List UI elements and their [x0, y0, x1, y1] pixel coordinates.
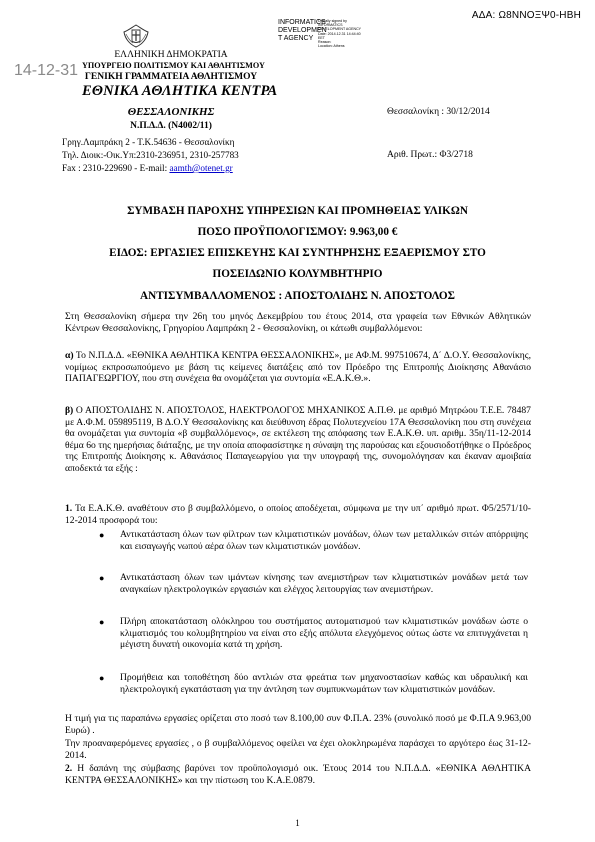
contract-type-line2: ΠΟΣΕΙΔΩΝΙΟ ΚΟΛΥΜΒΗΤΗΡΙΟ — [212, 268, 383, 280]
signature-line: DEVELOPMEN — [278, 27, 327, 35]
header-ministry: ΥΠΟΥΡΓΕΙΟ ΠΟΛΙΤΙΣΜΟΥ ΚΑΙ ΑΘΛΗΤΙΣΜΟΥ — [82, 61, 265, 70]
greek-emblem-icon — [121, 24, 151, 48]
signature-detail: DEVELOPMENT AGENCY — [318, 27, 362, 32]
signature-stamp-details — [318, 19, 378, 48]
contractor-line: ΑΝΤΙΣΥΜΒΑΛΛΟΜΕΝΟΣ : ΑΠΟΣΤΟΛΙΔΗΣ Ν. ΑΠΟΣΤΟΛΟΣ — [140, 290, 455, 302]
clause-2-label: 2. — [65, 763, 73, 774]
document-date: Θεσσαλονίκη : 30/12/2014 — [387, 107, 490, 117]
clause-1-text: Τα Ε.Α.Κ.Θ. αναθέτουν στο β συμβαλλόμενο, ο οποίος αποδέχεται, σύμφωνα με την υπ΄ αριθμό πρωτ. Φ5/2571/10-12-2014 προσφορά του: — [65, 503, 532, 526]
party-a-text: Το Ν.Π.Δ.Δ. «ΕΘΝΙΚΑ ΑΘΛΗΤΙΚΑ ΚΕΝΤΡΑ ΘΕΣΣΑΛΟΝΙΚΗΣ», με ΑΦ.Μ. 997510674, Δ΄ Δ.Ο.Υ. Θεσσαλονίκης, νομίμως εκπροσωπούμενο με βάση τις κείμενες διατάξεις από τον Πρόεδρο της Επιτροπής Διοίκησης Αθανάσιο ΠΑΠΑΓΕΩΡΓΙΟΥ, που στη συνέχεια θα ονομάζεται για συντομία «Ε.Α.Κ.Θ.». — [65, 350, 531, 384]
signature-line: T AGENCY — [278, 35, 314, 43]
signature-line: INFORMATICS — [278, 19, 326, 26]
bullet-item: Αντικατάσταση όλων των φίλτρων των κλιματιστικών μονάδων, όλων των μεταλλικών σιτών απόρριψης και εισαγωγής νωπού αέρα όλων των κλιματιστικών μονάδων. — [120, 529, 528, 552]
signature-detail: Reason: — [318, 40, 332, 45]
party-b-paragraph — [65, 405, 531, 474]
protocol-number: Αριθ. Πρωτ.: Φ3/2718 — [387, 150, 473, 160]
clause-2-text: Η δαπάνη της σύμβασης βαρύνει τον προϋπολογισμό οικ. Έτους 2014 του Ν.Π.Δ.Δ. «ΕΘΝΙΚΑ ΑΘΛΗΤΙΚΑ ΚΕΝΤΡΑ ΘΕΣΣΑΛΟΝΙΚΗΣ» και την πίστωση του Κ.Α.Ε.0879. — [65, 763, 532, 786]
ada-code: ΑΔΑ: Ω8ΝΝΟΞΨ0-ΗΒΗ — [471, 10, 581, 21]
signature-detail: EET — [318, 35, 325, 40]
clause-2-paragraph — [65, 763, 531, 786]
header-phone: Τηλ. Διοικ:-Οικ.Υπ:2310-236951, 2310-257783 — [62, 150, 239, 160]
bullet-icon: ● — [99, 617, 105, 627]
party-b-text: Ο ΑΠΟΣΤΟΛΙΔΗΣ Ν. ΑΠΟΣΤΟΛΟΣ, ΗΛΕΚΤΡΟΛΟΓΟΣ ΜΗΧΑΝΙΚΟΣ Α.Π.Θ. με αριθμό Μητρώου Τ.Ε.Ε. 78487 με Α.Φ.Μ. 059895119, Β Δ.Ο.Υ Θεσσαλονίκης και διεύθυνση έδρας Πολυτεχνείου 17Α Θεσσαλονίκη που στη συνέχεια θα ονομάζεται για συντομία «β συμβαλλόμενος», σε εκτέλεση της απόφασης των Ε.Α.Κ.Θ. υπ. αριθμ. 35η/11-12-2014 θέμα 6ο της ημερήσιας διάταξης, με την οποία αποφασίστηκε η σύναψη της παρούσας και εξουσιοδοτήθηκε ο Πρόεδρος της Επιτροπής Διοίκησης κ. Αθανάσιος Παπαγεωργίου για την υπογραφή της, συνομολόγησαν και έκαναν αμοιβαία αποδεκτά τα εξής : — [65, 405, 531, 474]
clause-1-label: 1. — [65, 503, 73, 514]
header-org-name: ΕΘΝΙΚΑ ΑΘΛΗΤΙΚΑ ΚΕΝΤΡΑ — [82, 83, 278, 99]
intro-paragraph: Στη Θεσσαλονίκη σήμερα την 26η του μηνός Δεκεμβρίου του έτους 2014, στα γραφεία των Εθνικών Αθλητικών Κέντρων Θεσσαλονίκης, Γρηγορίου Λαμπράκη 2 - Θεσσαλονίκη, οι κάτωθι συμβαλλόμενοι: — [65, 311, 531, 334]
header-npdd: Ν.Π.Δ.Δ. (Ν4002/11) — [130, 121, 212, 131]
bullet-item: Αντικατάσταση όλων των ιμάντων κίνησης των ανεμιστήρων των κλιματιστικών μονάδων μετά των αναγκαίων ηλεκτρολογικών εργασιών και ελέγχος λειτουργίας των ανεμιστήρων. — [120, 572, 528, 595]
contract-type-line1: ΕΙΔΟΣ: ΕΡΓΑΣΙΕΣ ΕΠΙΣΚΕΥΗΣ ΚΑΙ ΣΥΝΤΗΡΗΣΗΣ ΕΞΑΕΡΙΣΜΟΥ ΣΤΟ — [109, 247, 486, 259]
bullet-icon: ● — [99, 673, 105, 683]
bullet-item: Πλήρη αποκατάσταση ολόκληρου του συστήματος αυτοματισμού των κλιματιστικών μονάδων ώστε ο κλιματισμός του κολυμβητηρίου να είναι στο εξής απόλυτα ελεγχόμενος ούτως ώστε να επιτυγχάνεται η μέγιστη δυνατή οικονομία κατά τη χρήση. — [120, 616, 528, 650]
signature-detail: Location: Athens — [318, 44, 345, 49]
budget-amount: ΠΟΣΟ ΠΡΟΫΠΟΛΟΓΙΣΜΟΥ: 9.963,00 € — [197, 226, 398, 238]
header-city: ΘΕΣΣΑΛΟΝΙΚΗΣ — [127, 106, 215, 118]
header-fax-email — [62, 163, 233, 173]
signature-detail: Digitally signed by — [318, 19, 347, 23]
bullet-icon: ● — [99, 573, 105, 583]
signature-detail: Date: 2014.12.31 14:44:40 — [318, 31, 361, 36]
header-republic: ΕΛΛΗΝΙΚΗ ΔΗΜΟΚΡΑΤΙΑ — [114, 50, 228, 60]
contract-title: ΣΥΜΒΑΣΗ ΠΑΡΟΧΗΣ ΥΠΗΡΕΣΙΩΝ ΚΑΙ ΠΡΟΜΗΘΕΙΑΣ ΥΛΙΚΩΝ — [127, 205, 468, 217]
clause-1-paragraph — [65, 503, 531, 526]
header-secretariat: ΓΕΝΙΚΗ ΓΡΑΜΜΑΤΕΙΑ ΑΘΛΗΤΙΣΜΟΥ — [84, 72, 258, 82]
signature-detail: INFORMATICS — [318, 23, 343, 28]
party-a-label: α) — [65, 350, 74, 361]
bullet-icon: ● — [99, 530, 105, 540]
party-a-paragraph — [65, 350, 531, 385]
bullet-item: Προμήθεια και τοποθέτηση δύο αντλιών στα φρεάτια των μηχανοστασίων καθώς και υδραυλική και ηλεκτρολογική εγκατάσταση για την άντληση των συμπυκνωμάτων των κλιματιστικών μονάδων. — [120, 672, 528, 695]
party-b-label: β) — [65, 405, 74, 416]
price-paragraph: Η τιμή για τις παραπάνω εργασίες ορίζεται στο ποσό των 8.100,00 συν Φ.Π.Α. 23% (συνολικό ποσό με Φ.Π.Α 9.963,00 Ευρώ) . — [65, 713, 531, 736]
date-watermark: 14-12-31 — [14, 62, 79, 79]
header-fax: Fax : 2310-229690 - E-mail: — [62, 163, 170, 173]
email-link[interactable]: aamth@otenet.gr — [169, 163, 233, 173]
deadline-paragraph: Την προαναφερόμενες εργασίες , ο β συμβαλλόμενος οφείλει να έχει ολοκληρωμένα παράσχει το αργότερο έως 31-12-2014. — [65, 738, 531, 761]
header-address: Γρηγ.Λαμπράκη 2 - Τ.Κ.54636 - Θεσσαλονίκη — [62, 137, 235, 147]
page-number: 1 — [295, 818, 300, 828]
